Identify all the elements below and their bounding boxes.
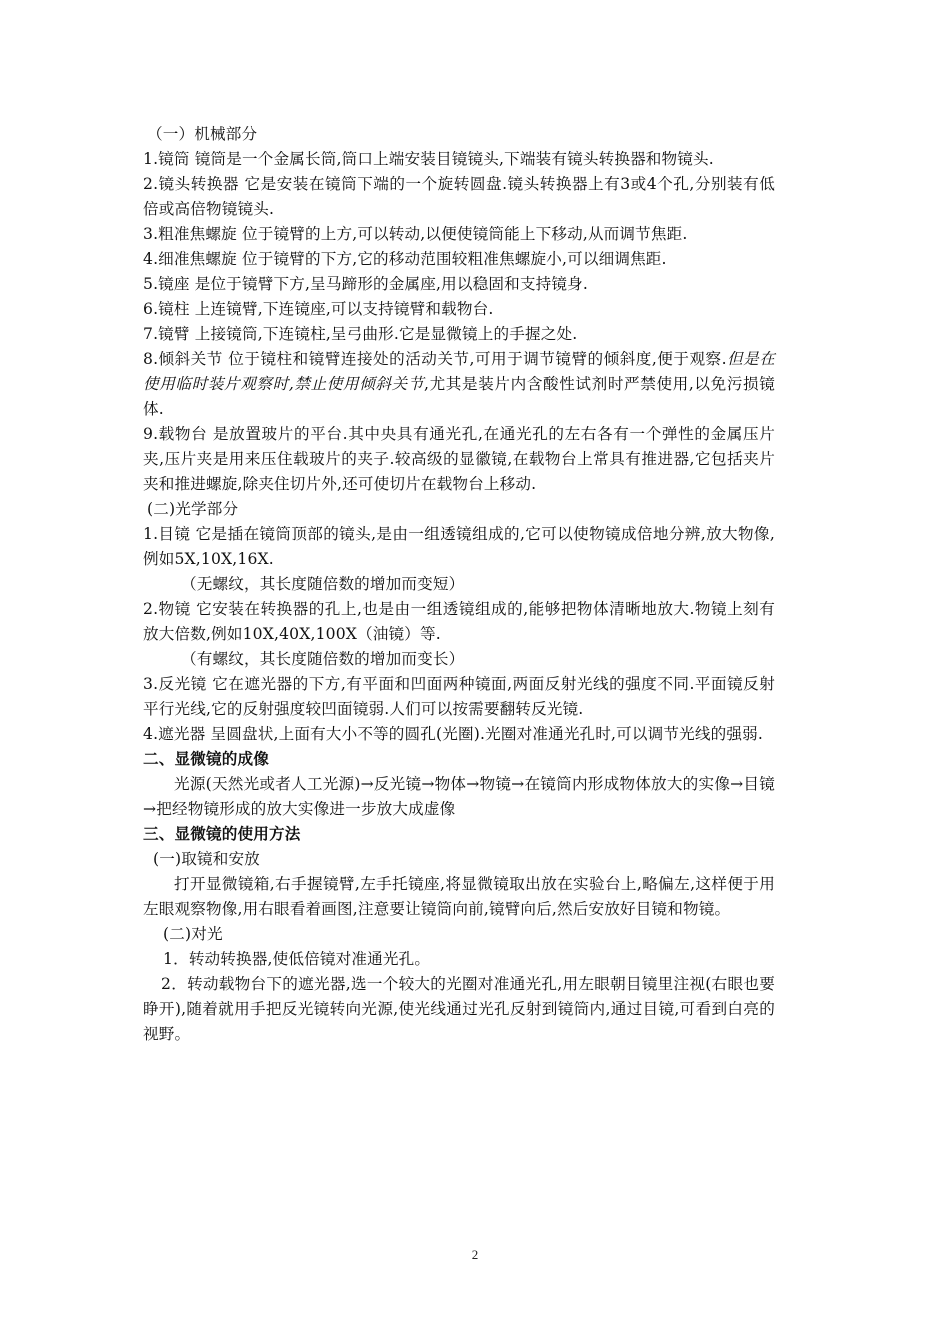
paragraph-optic-4: 4.遮光器 呈圆盘状,上面有大小不等的圆孔(光圈).光圈对准通光孔时,可以调节光线的强弱. xyxy=(143,725,763,743)
paragraph-mech-8-emphasis: 但是在使用临时装片观察时,禁止使用倾斜关节 xyxy=(143,350,775,393)
paragraph-mech-8-part-a: 8.倾斜关节 位于镜柱和镜臂连接处的活动关节,可用于调节镜臂的倾斜度,便于观察. xyxy=(143,350,727,368)
subheading-usage-1: (一)取镜和安放 xyxy=(153,850,260,868)
paragraph-mech-1: 1.镜筒 镜筒是一个金属长筒,筒口上端安装目镜镜头,下端装有镜头转换器和物镜头. xyxy=(143,150,714,168)
paragraph-mech-8-part-c: ,尤其是装片内含酸性试剂时严禁使用,以免污损镜体. xyxy=(143,375,775,418)
paragraph-optic-1: 1.目镜 它是插在镜筒顶部的镜头,是由一组透镜组成的,它可以使物镜成倍地分辨,放大物像,例如5X,10X,16X. xyxy=(143,525,775,568)
section-heading-mechanical: （一）机械部分 xyxy=(147,125,258,143)
paragraph-mech-5: 5.镜座 是位于镜臂下方,呈马蹄形的金属座,用以稳固和支持镜身. xyxy=(143,275,588,293)
page-number: 2 xyxy=(471,1247,479,1262)
paragraph-mech-8 xyxy=(143,347,775,422)
paragraph-optic-2: 2.物镜 它安装在转换器的孔上,也是由一组透镜组成的,能够把物体清晰地放大.物镜上刻有放大倍数,例如10X,40X,100X（油镜）等. xyxy=(143,600,775,643)
paragraph-mech-6: 6.镜柱 上连镜臂,下连镜座,可以支持镜臂和载物台. xyxy=(143,300,494,318)
paragraph-imaging: 光源(天然光或者人工光源)→反光镜→物体→物镜→在镜筒内形成物体放大的实像→目镜→把经物镜形成的放大实像进一步放大成虚像 xyxy=(143,775,775,818)
note-optic-2: （有螺纹，其长度随倍数的增加而变长） xyxy=(181,650,465,668)
paragraph-mech-4: 4.细准焦螺旋 位于镜臂的下方,它的移动范围较粗准焦螺旋小,可以细调焦距. xyxy=(143,250,667,268)
subheading-usage-2: (二)对光 xyxy=(163,925,223,943)
heading-usage: 三、显微镜的使用方法 xyxy=(143,825,301,843)
paragraph-mech-2: 2.镜头转换器 它是安装在镜筒下端的一个旋转圆盘.镜头转换器上有3或4个孔,分别装有低倍或高倍物镜镜头. xyxy=(143,175,775,218)
step-usage-2: 2．转动载物台下的遮光器,选一个较大的光圈对准通光孔,用左眼朝目镜里注视(右眼也要睁开),随着就用手把反光镜转向光源,使光线通过光孔反射到镜筒内,通过目镜,可看到白亮的视野。 xyxy=(143,975,775,1043)
document-body xyxy=(143,122,775,1047)
heading-imaging: 二、显微镜的成像 xyxy=(143,750,269,768)
paragraph-usage-1: 打开显微镜箱,右手握镜臂,左手托镜座,将显微镜取出放在实验台上,略偏左,这样便于用左眼观察物像,用右眼看着画图,注意要让镜筒向前,镜臂向后,然后安放好目镜和物镜。 xyxy=(143,875,775,918)
paragraph-mech-9: 9.载物台 是放置玻片的平台.其中央具有通光孔,在通光孔的左右各有一个弹性的金属压片夹,压片夹是用来压住载玻片的夹子.较高级的显徽镜,在载物台上常具有推进器,它包括夹片夹和推进螺旋,除夹住切片外,还可使切片在载物台上移动. xyxy=(143,425,775,493)
paragraph-mech-7: 7.镜臂 上接镜筒,下连镜柱,呈弓曲形.它是显微镜上的手握之处. xyxy=(143,325,578,343)
paragraph-optic-3: 3.反光镜 它在遮光器的下方,有平面和凹面两种镜面,两面反射光线的强度不同.平面镜反射平行光线,它的反射强度较凹面镜弱.人们可以按需要翻转反光镜. xyxy=(143,675,775,718)
note-optic-1: （无螺纹，其长度随倍数的增加而变短） xyxy=(181,575,465,593)
step-usage-1: 1．转动转换器,使低倍镜对准通光孔。 xyxy=(163,950,431,968)
section-heading-optical: (二)光学部分 xyxy=(147,500,239,518)
paragraph-mech-3: 3.粗准焦螺旋 位于镜臂的上方,可以转动,以便使镜筒能上下移动,从而调节焦距. xyxy=(143,225,688,243)
